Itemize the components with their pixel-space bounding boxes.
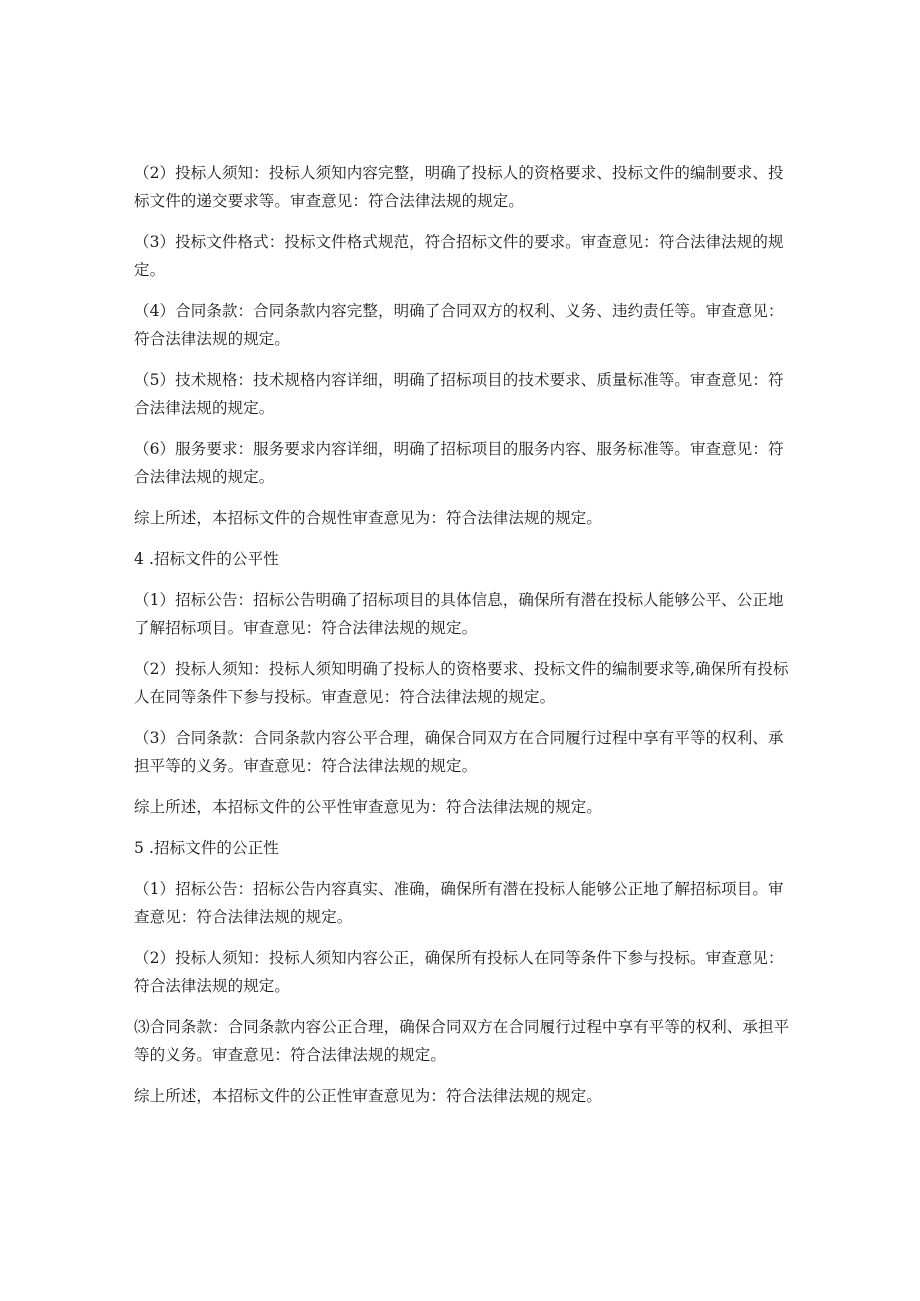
paragraph-impartiality-contract-terms: ⑶合同条款：合同条款内容公正合理，确保合同双方在合同履行过程中享有平等的权利、承担平等的义务。审查意见：符合法律法规的规定。 — [134, 1018, 790, 1064]
paragraph-technical-specs: （5）技术规格：技术规格内容详细，明确了招标项目的技术要求、质量标准等。审查意见：符合法律法规的规定。 — [134, 371, 784, 417]
document-body — [134, 159, 794, 1123]
paragraph-fairness-announcement: （1）招标公告：招标公告明确了招标项目的具体信息，确保所有潜在投标人能够公平、公正地了解招标项目。审查意见：符合法律法规的规定。 — [134, 591, 784, 637]
paragraph-compliance-summary: 综上所述，本招标文件的合规性审查意见为：符合法律法规的规定。 — [134, 509, 603, 527]
paragraph-contract-terms: （4）合同条款：合同条款内容完整，明确了合同双方的权利、义务、违约责任等。审查意见：符合法律法规的规定。 — [134, 302, 784, 348]
paragraph-impartiality-bidder-instructions: （2）投标人须知：投标人须知内容公正，确保所有投标人在同等条件下参与投标。审查意见：符合法律法规的规定。 — [134, 949, 784, 995]
paragraph-bidder-instructions: （2）投标人须知：投标人须知内容完整，明确了投标人的资格要求、投标文件的编制要求、投标文件的递交要求等。审查意见：符合法律法规的规定。 — [134, 164, 784, 210]
paragraph-fairness-contract-terms: （3）合同条款：合同条款内容公平合理，确保合同双方在合同履行过程中享有平等的权利、承担平等的义务。审查意见：符合法律法规的规定。 — [134, 729, 784, 775]
paragraph-impartiality-announcement: （1）招标公告：招标公告内容真实、准确，确保所有潜在投标人能够公正地了解招标项目。审查意见：符合法律法规的规定。 — [134, 880, 784, 926]
paragraph-fairness-bidder-instructions: （2）投标人须知：投标人须知明确了投标人的资格要求、投标文件的编制要求等,确保所有投标人在同等条件下参与投标。审查意见：符合法律法规的规定。 — [134, 660, 789, 706]
paragraph-fairness-summary: 综上所述，本招标文件的公平性审查意见为：符合法律法规的规定。 — [134, 798, 603, 816]
paragraph-impartiality-summary: 综上所述，本招标文件的公正性审查意见为：符合法律法规的规定。 — [134, 1087, 603, 1105]
section-heading-fairness: 4 .招标文件的公平性 — [134, 550, 279, 568]
paragraph-service-requirements: （6）服务要求：服务要求内容详细，明确了招标项目的服务内容、服务标准等。审查意见：符合法律法规的规定。 — [134, 440, 784, 486]
section-heading-impartiality: 5 .招标文件的公正性 — [134, 839, 279, 857]
paragraph-bid-format: （3）投标文件格式：投标文件格式规范，符合招标文件的要求。审查意见：符合法律法规的规定。 — [134, 233, 784, 279]
